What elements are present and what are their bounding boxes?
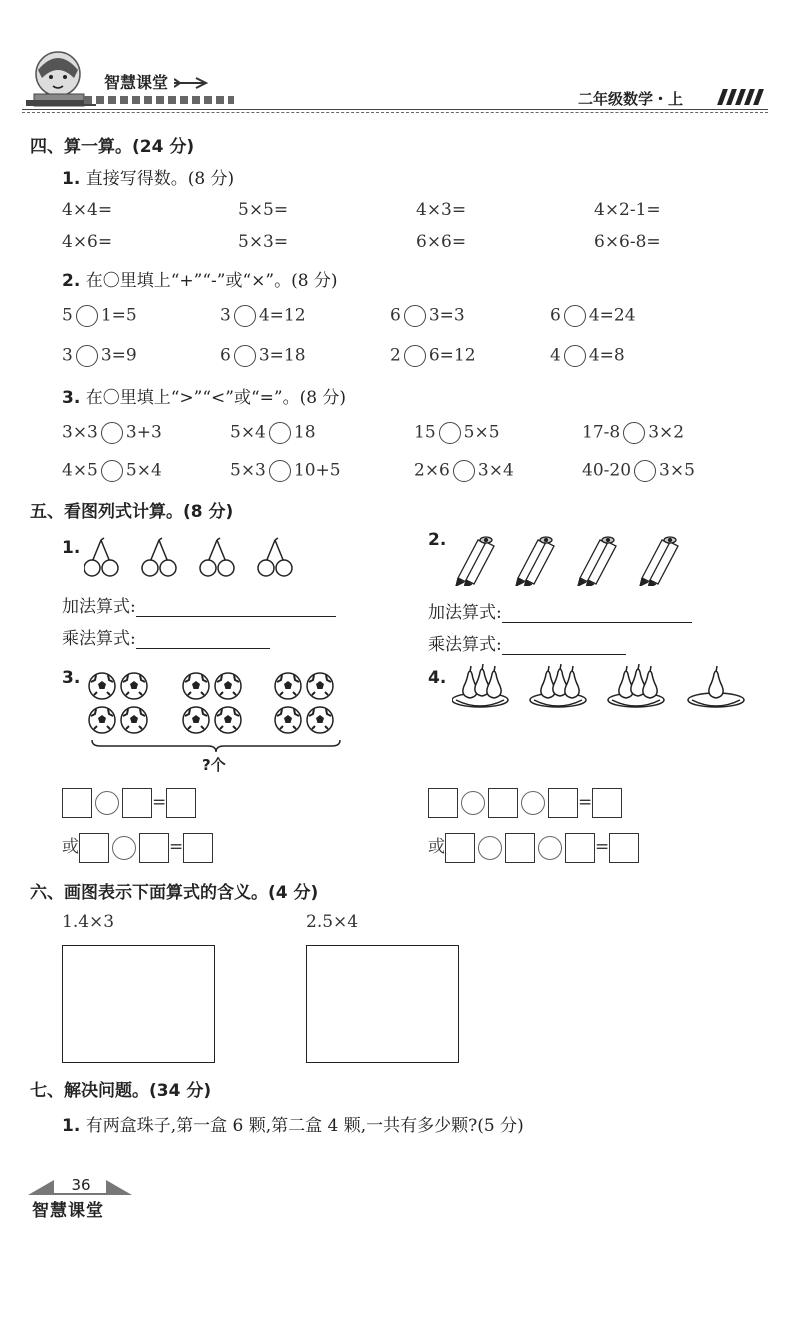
answer-box[interactable] [183,833,213,863]
multiplication-blank[interactable] [502,636,626,655]
equation-template-alt: 或 = [428,832,639,863]
operator-circle[interactable] [521,791,545,815]
operator-circle[interactable] [538,836,562,860]
section4-title: 四、算一算。(24 分) [30,137,195,157]
multiplication-answer-line [428,630,626,655]
compare-item: 4×5 5×4 [62,460,162,481]
soccer-balls-illustration [84,668,344,748]
answer-box[interactable] [122,788,152,818]
q4-1-text: 直接写得数。(8 分) [85,169,235,189]
cherries-illustration [84,536,314,580]
answer-circle[interactable] [439,422,461,444]
answer-circle[interactable] [404,345,426,367]
header-brand: 智慧课堂 [104,73,169,92]
answer-box[interactable] [79,833,109,863]
equation-template: = [62,788,196,818]
pencils-illustration [452,530,692,586]
q4-1-number: 1. [62,169,81,189]
footer-brand: 智慧课堂 [32,1201,104,1221]
addition-label: 加法算式: [428,603,502,623]
compare-item: 5×4 18 [230,422,316,443]
operator-fill-item: 2 6=12 [390,345,476,366]
balls-count-label: ?个 [202,756,226,774]
calc-item: 6×6-8= [594,232,661,252]
header-rule [22,109,768,110]
multiplication-blank[interactable] [136,630,270,649]
addition-blank[interactable] [502,604,692,623]
addition-answer-line [428,598,692,623]
compare-item: 40-20 3×5 [582,460,695,481]
answer-box[interactable] [62,788,92,818]
answer-circle[interactable] [564,345,586,367]
section6-title: 六、画图表示下面算式的含义。(4 分) [30,883,319,903]
q4-3-heading [62,383,346,408]
header-dashed-rule [22,112,768,113]
calc-item: 6×6= [416,232,467,252]
answer-box[interactable] [548,788,578,818]
problem-2-number: 2. [428,530,447,550]
problem-1-number: 1. [62,538,81,558]
pears-on-plates-illustration [452,664,748,714]
answer-box[interactable] [139,833,169,863]
addition-blank[interactable] [136,598,336,617]
multiplication-label: 乘法算式: [62,629,136,649]
q4-1-heading [62,164,234,189]
multiplication-answer-line [62,624,270,649]
q4-3-text: 在〇里填上“>”“<”或“=”。(8 分) [85,388,347,408]
q4-2-number: 2. [62,271,81,291]
calc-item: 4×3= [416,200,467,220]
or-label: 或 [428,837,445,857]
answer-circle[interactable] [234,305,256,327]
calc-item: 4×2-1= [594,200,661,220]
answer-box[interactable] [505,833,535,863]
addition-label: 加法算式: [62,597,136,617]
compare-item: 2×6 3×4 [414,460,514,481]
compare-item: 5×3 10+5 [230,460,341,481]
operator-fill-item: 6 3=3 [390,305,465,326]
operator-fill-item: 6 4=24 [550,305,636,326]
operator-fill-item: 6 3=18 [220,345,306,366]
drawing-item-1-label: 1.4×3 [62,912,115,932]
q7-1-text: 有两盒珠子,第一盒 6 颗,第二盒 4 颗,一共有多少颗?(5 分) [85,1116,524,1136]
answer-box[interactable] [592,788,622,818]
operator-circle[interactable] [95,791,119,815]
multiplication-label: 乘法算式: [428,635,502,655]
q4-2-heading [62,266,338,291]
operator-fill-item: 3 3=9 [62,345,137,366]
operator-fill-item: 4 4=8 [550,345,625,366]
header-stripes [716,89,761,109]
header-book-title: 二年级数学・上 [578,90,684,108]
calc-item: 5×3= [238,232,289,252]
brace-icon [90,738,342,754]
section5-title: 五、看图列式计算。(8 分) [30,502,234,522]
operator-fill-item: 5 1=5 [62,305,137,326]
compare-item: 17-8 3×2 [582,422,685,443]
q4-3-number: 3. [62,388,81,408]
operator-circle[interactable] [112,836,136,860]
answer-circle[interactable] [76,345,98,367]
or-label: 或 [62,837,79,857]
answer-circle[interactable] [269,422,291,444]
answer-circle[interactable] [76,305,98,327]
answer-circle[interactable] [564,305,586,327]
answer-box[interactable] [565,833,595,863]
page-number: 36 [71,1176,91,1194]
q7-1-heading [62,1111,524,1136]
arrow-icon [174,77,212,89]
drawing-box-1[interactable] [62,945,215,1063]
answer-box[interactable] [488,788,518,818]
answer-box[interactable] [166,788,196,818]
operator-circle[interactable] [478,836,502,860]
calc-item: 4×4= [62,200,113,220]
q7-1-number: 1. [62,1116,81,1136]
answer-box[interactable] [609,833,639,863]
answer-circle[interactable] [269,460,291,482]
q4-2-text: 在〇里填上“+”“-”或“×”。(8 分) [85,271,338,291]
answer-circle[interactable] [623,422,645,444]
answer-box[interactable] [428,788,458,818]
section7-title: 七、解决问题。(34 分) [30,1081,212,1101]
answer-circle[interactable] [453,460,475,482]
operator-fill-item: 3 4=12 [220,305,306,326]
calc-item: 4×6= [62,232,113,252]
answer-circle[interactable] [234,345,256,367]
compare-item: 3×3 3+3 [62,422,162,443]
compare-item: 15 5×5 [414,422,500,443]
problem-4-number: 4. [428,668,447,688]
answer-circle[interactable] [404,305,426,327]
operator-circle[interactable] [461,791,485,815]
header-pattern [84,96,234,104]
drawing-box-2[interactable] [306,945,459,1063]
answer-box[interactable] [445,833,475,863]
answer-circle[interactable] [101,460,123,482]
addition-answer-line [62,592,336,617]
problem-3-number: 3. [62,668,81,688]
answer-circle[interactable] [101,422,123,444]
equation-template: = [428,788,622,818]
drawing-item-2-label: 2.5×4 [306,912,359,932]
answer-circle[interactable] [634,460,656,482]
equation-template-alt: 或 = [62,832,213,863]
calc-item: 5×5= [238,200,289,220]
